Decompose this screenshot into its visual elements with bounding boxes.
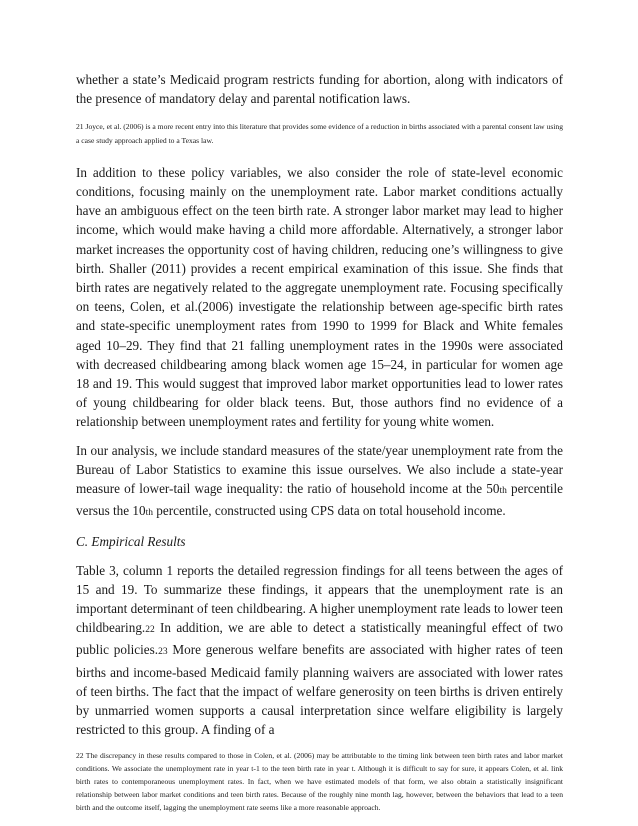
footnote-21: 21 Joyce, et al. (2006) is a more recent entry into this literature that provides some evidence of a reduction in births associated with a parental consent law using a case study approach applied to a Texas law. [76,122,563,145]
paragraph-analysis-text-c: percentile, constructed using CPS data on total household income. [152,503,506,519]
footnote-22: 22 The discrepancy in these results compared to those in Colen, et al. (2006) may be attributable to the timing link between teen birth rates and labor market conditions. We associate the unemployment rate in year t-1 to the teen birth rate in year t. Although it is difficult to say for sure, it appears Colen, et al. link birth rates to contemporaneous unemployment rates. In fact, when we have estimated models of that form, we also obtain a statistically insignificant relationship between labor market conditions and teen birth rates. Because of the roughly nine month lag, however, between the behaviors that lead to a teen birth and the outcome itself, lagging the unemployment rate seems like a more reasonable approach. [76,750,563,813]
superscript-th-1: th [499,486,507,497]
paragraph-analysis-measures [76,441,563,524]
superscript-th-2: th [145,508,153,519]
paragraph-analysis-text-b: percentile versus the 10 [76,481,564,519]
paragraph-results-text-b: In addition, we are able to detect a statistically meaningful effect of two public policies. [76,620,563,658]
paragraph-empirical-results [76,561,563,740]
footnote-ref-22: 22 [145,625,155,636]
paragraph-analysis-text-a: In our analysis, we include standard measures of the state/year unemployment rate from the Bureau of Labor Statistics to examine this issue ourselves. We also include a state-year measure of lower-tail wage inequality: the ratio of household income at the 50 [76,442,563,497]
document-page [76,70,563,815]
paragraph-economic-conditions: In addition to these policy variables, we also consider the role of state-level economic conditions, focusing mainly on the unemployment rate. Labor market conditions actually have an ambiguous effect on the teen birth rate. A stronger labor market may lead to higher income, which would make having a child more affordable. Alternatively, a stronger labor market increases the opportunity cost of having children, reducing one’s willingness to give birth. Shaller (2011) provides a recent empirical examination of this issue. She finds that birth rates are negatively related to the aggregate unemployment rate. Focusing specifically on teens, Colen, et al.(2006) investigate the relationship between age-specific birth rates and state-specific unemployment rates from 1990 to 1999 for Black and White females aged 10–29. They find that 21 falling unemployment rates in the 1990s were associated with decreased childbearing among black women age 15–24, in particular for women age 18 and 19. This would suggest that improved labor market opportunities lead to lower rates of young childbearing for older black teens. But, those authors find no evidence of a relationship between unemployment rates and fertility for young white women. [76,164,563,430]
section-heading: C. Empirical Results [76,534,186,550]
footnote-ref-23: 23 [158,647,168,658]
paragraph-results-text-a: Table 3, column 1 reports the detailed regression findings for all teens between the ages of 15 and 19. To summarize these findings, it appears that the unemployment rate is an important determinant of teen childbearing. A higher unemployment rate leads to lower teen childbearing. [76,562,563,636]
paragraph-results-text-c: More generous welfare benefits are associated with higher rates of teen births and income-based Medicaid family planning waivers are associated with lower rates of teen births. The fact that the impact of welfare generosity on teen births is driven entirely by unmarried women supports a causal interpretation since welfare eligibility is largely restricted to this group. A finding of a [76,642,564,738]
paragraph-policy-indicators: whether a state’s Medicaid program restricts funding for abortion, along with indicators of the presence of mandatory delay and parental notification laws. [76,72,563,107]
